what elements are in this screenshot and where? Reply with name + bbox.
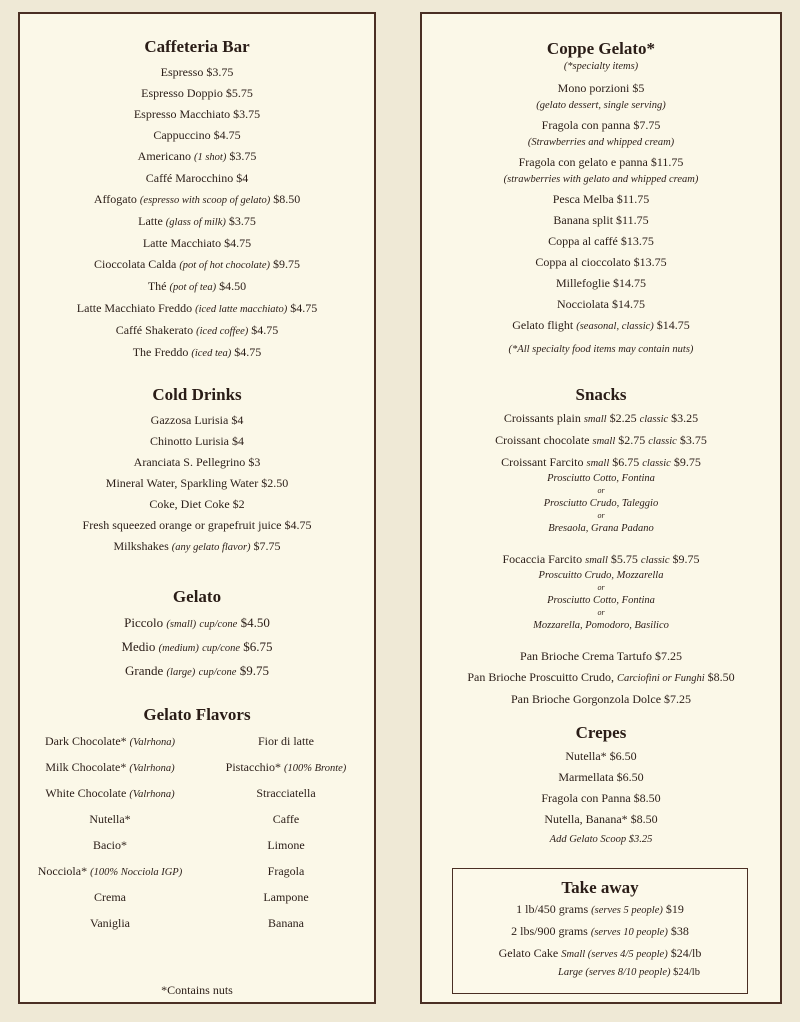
flavor-name: Nocciola* xyxy=(37,864,88,878)
item-note: (serves 5 people) xyxy=(591,905,663,916)
flavor-row xyxy=(20,838,374,864)
item-name: Focaccia Farcito xyxy=(502,552,583,566)
flavor-item xyxy=(196,838,376,853)
menu-item xyxy=(20,254,374,276)
flavor-note: (100% Nocciola IGP) xyxy=(90,867,183,878)
item-price: $7.75 xyxy=(253,539,281,553)
item-price: $9.75 xyxy=(239,663,269,678)
item-name: Espresso xyxy=(160,65,204,79)
flavor-name: Fragola xyxy=(267,864,305,878)
item-name: Cappuccino xyxy=(153,128,211,142)
flavor-row xyxy=(20,812,374,838)
item-name: Mono porzioni xyxy=(557,81,630,95)
item-name: Pesca Melba xyxy=(552,192,614,206)
item-name: Fragola con Panna xyxy=(541,791,631,805)
item-name: Pan Brioche Proscuitto Crudo, xyxy=(467,670,614,684)
section-title: Take away xyxy=(561,878,639,897)
item-price: $9.75 xyxy=(672,552,700,566)
gelato-section xyxy=(20,586,374,684)
item-note: (pot of hot chocolate) xyxy=(179,260,270,271)
flavor-name: Pistacchio* xyxy=(225,760,281,774)
item-price: $8.50 xyxy=(633,791,661,805)
filling-option: Bresaola, Grana Padano xyxy=(548,523,654,534)
item-price: $6.75 xyxy=(243,639,273,654)
item-name: Thé xyxy=(147,279,167,293)
section-title: Gelato xyxy=(172,587,222,606)
menu-item xyxy=(20,298,374,320)
item-note: (medium) xyxy=(158,643,199,654)
menu-item xyxy=(422,689,780,710)
item-price: $5.75 xyxy=(610,552,638,566)
flavor-name: Caffe xyxy=(272,812,300,826)
menu-item xyxy=(20,146,374,168)
flavor-row xyxy=(20,786,374,812)
menu-item xyxy=(20,125,374,146)
flavor-name: Crema xyxy=(94,890,126,904)
section-title: Cold Drinks xyxy=(152,385,242,404)
flavor-item xyxy=(196,760,376,775)
item-note: (serves 10 people) xyxy=(590,927,668,938)
flavor-name: Fior di latte xyxy=(258,734,314,748)
menu-item xyxy=(20,189,374,211)
item-price: $11.75 xyxy=(650,155,684,169)
item-price: $3 xyxy=(248,455,261,469)
section-title: Coppe Gelato* xyxy=(546,39,656,58)
nuts-footnote: *Contains nuts xyxy=(161,983,233,997)
item-price: $4 xyxy=(231,413,244,427)
flavor-name: Milk Chocolate* xyxy=(45,760,127,774)
item-name: Fresh squeezed orange or grapefruit juice xyxy=(82,518,282,532)
item-price: $4.75 xyxy=(251,323,279,337)
menu-item xyxy=(20,410,374,431)
item-name: Aranciata S. Pellegrino xyxy=(133,455,246,469)
size-label: classic xyxy=(642,458,671,469)
item-price: $14.75 xyxy=(611,297,645,311)
menu-item xyxy=(422,273,780,294)
flavor-item xyxy=(196,786,376,801)
item-price: $4.75 xyxy=(213,128,241,142)
item-note: Small (serves 4/5 people) xyxy=(561,949,668,960)
menu-item xyxy=(20,104,374,125)
section-subtitle: (*specialty items) xyxy=(563,61,639,72)
item-note: Carciofini or Funghi xyxy=(616,673,705,684)
item-description: (gelato dessert, single serving) xyxy=(536,100,666,111)
item-price: $3.75 xyxy=(206,65,234,79)
item-name: 2 lbs/900 grams xyxy=(511,924,588,938)
item-name: Croissant Farcito xyxy=(501,455,584,469)
menu-item xyxy=(20,452,374,473)
item-name: Mineral Water, Sparkling Water xyxy=(105,476,259,490)
item-name: Milkshakes xyxy=(113,539,169,553)
size-label: classic xyxy=(640,555,670,566)
item-size: cup/cone xyxy=(199,619,238,630)
left-menu-panel xyxy=(18,12,376,1004)
item-price: $24/lb xyxy=(670,946,702,960)
item-name: Grande xyxy=(125,663,164,678)
item-price: $7.25 xyxy=(664,692,692,706)
flavor-name: Lampone xyxy=(263,890,309,904)
item-name: Fragola con gelato e panna xyxy=(518,155,648,169)
item-name: Banana split xyxy=(553,213,614,227)
caffeteria-section xyxy=(20,36,374,364)
item-note: (pot of tea) xyxy=(169,282,217,293)
item-name: Croissant chocolate xyxy=(495,433,590,447)
crepes-section xyxy=(422,722,780,850)
menu-item xyxy=(422,788,780,809)
flavor-note: (Valrhona) xyxy=(129,789,175,800)
item-name: Nutella, Banana* xyxy=(544,812,628,826)
flavor-item xyxy=(20,916,200,931)
flavor-name: Limone xyxy=(267,838,305,852)
item-price: $5 xyxy=(632,81,645,95)
flavor-item xyxy=(196,734,376,749)
item-note: (espresso with scoop of gelato) xyxy=(139,195,271,206)
flavor-item xyxy=(196,812,376,827)
filling-option: Prosciutto Cotto, Fontina xyxy=(547,473,655,484)
flavor-row xyxy=(20,734,374,760)
menu-item xyxy=(20,431,374,452)
item-name: Medio xyxy=(121,639,156,654)
menu-item xyxy=(422,189,780,210)
item-name: Cioccolata Calda xyxy=(94,257,177,271)
item-note: Large (serves 8/10 people) xyxy=(558,967,671,978)
menu-item xyxy=(20,612,374,636)
item-price: $4.50 xyxy=(240,615,270,630)
flavor-row xyxy=(20,864,374,890)
flavor-item xyxy=(196,864,376,879)
menu-item xyxy=(20,276,374,298)
item-name: Pan Brioche Gorgonzola Dolce xyxy=(510,692,662,706)
flavor-item xyxy=(20,890,200,905)
flavor-name: Bacio* xyxy=(93,838,127,852)
menu-item xyxy=(20,342,374,364)
filling-option: Mozzarella, Pomodoro, Basilico xyxy=(533,620,669,631)
item-name: Latte xyxy=(138,214,163,228)
flavor-item xyxy=(20,734,200,749)
item-note: (1 shot) xyxy=(193,152,227,163)
menu-item xyxy=(422,430,780,452)
filling-option: Prosciutto Cotto, Fontina xyxy=(547,595,655,606)
menu-item xyxy=(453,943,747,965)
item-note: (iced tea) xyxy=(191,348,232,359)
right-menu-panel xyxy=(420,12,782,1004)
menu-item xyxy=(422,315,780,337)
filling-options xyxy=(422,470,780,537)
item-price: $38 xyxy=(670,924,689,938)
flavor-name: Vaniglia xyxy=(90,916,130,930)
menu-item xyxy=(422,152,780,173)
item-price: $7.25 xyxy=(654,649,682,663)
flavor-item xyxy=(20,812,200,827)
item-price: $24/lb xyxy=(673,967,700,978)
item-name: Americano xyxy=(137,149,191,163)
item-note: (small) xyxy=(166,619,197,630)
menu-item xyxy=(20,636,374,660)
filling-option: Prosciutto Crudo, Taleggio xyxy=(543,498,659,509)
item-name: Piccolo xyxy=(124,615,164,630)
item-note: (large) xyxy=(166,667,196,678)
flavor-note: (Valrhona) xyxy=(129,763,175,774)
item-size: cup/cone xyxy=(198,667,237,678)
item-price: $14.75 xyxy=(613,276,646,290)
item-price: $4.75 xyxy=(224,236,252,250)
flavor-item xyxy=(20,760,200,775)
item-price: $11.75 xyxy=(616,213,649,227)
item-name: Nutella* xyxy=(565,749,607,763)
item-price: $3.75 xyxy=(228,214,256,228)
item-price: $8.50 xyxy=(273,192,301,206)
menu-item xyxy=(422,115,780,136)
section-title: Gelato Flavors xyxy=(143,705,251,724)
menu-item xyxy=(422,231,780,252)
flavor-row xyxy=(20,916,374,942)
menu-item xyxy=(20,83,374,104)
menu-item xyxy=(422,646,780,667)
item-price: $4 xyxy=(236,171,249,185)
menu-item xyxy=(422,78,780,99)
item-name: Caffé Marocchino xyxy=(145,171,234,185)
menu-item xyxy=(422,252,780,273)
item-price: $2.75 xyxy=(618,433,646,447)
menu-item xyxy=(20,320,374,342)
item-name: Gelato Cake xyxy=(498,946,559,960)
section-title: Snacks xyxy=(575,385,627,404)
flavor-item xyxy=(20,864,200,879)
item-name: Pan Brioche Crema Tartufo xyxy=(520,649,652,663)
item-note: (iced latte macchiato) xyxy=(195,304,288,315)
item-price: $13.75 xyxy=(620,234,654,248)
snacks-section xyxy=(422,384,780,710)
item-price: $4.75 xyxy=(284,518,312,532)
item-name: Latte Macchiato Freddo xyxy=(76,301,193,315)
or-separator: or xyxy=(597,511,605,520)
item-name: 1 lb/450 grams xyxy=(516,902,589,916)
or-separator: or xyxy=(597,583,605,592)
section-title: Crepes xyxy=(575,723,627,742)
item-note: (seasonal, classic) xyxy=(576,321,654,332)
item-price: $4.75 xyxy=(290,301,318,315)
filling-options xyxy=(422,567,780,634)
menu-item xyxy=(20,536,374,558)
item-name: Espresso Doppio xyxy=(141,86,223,100)
item-note: (any gelato flavor) xyxy=(171,542,251,553)
item-name: Fragola con panna xyxy=(541,118,631,132)
size-label: small xyxy=(586,458,610,469)
item-price: $9.75 xyxy=(273,257,300,271)
item-note: (iced coffee) xyxy=(196,326,249,337)
item-name: Gazzosa Lurisia xyxy=(150,413,229,427)
filling-option: Proscuitto Crudo, Mozzarella xyxy=(538,570,664,581)
flavor-row xyxy=(20,760,374,786)
takeaway-large-row xyxy=(453,965,747,981)
item-name: Coke, Diet Coke xyxy=(149,497,230,511)
menu-item xyxy=(422,767,780,788)
item-price: $3.75 xyxy=(229,149,257,163)
item-price: $8.50 xyxy=(707,670,735,684)
item-price: $7.75 xyxy=(633,118,661,132)
item-name: Nocciolata xyxy=(557,297,609,311)
flavor-item xyxy=(196,890,376,905)
menu-item xyxy=(422,210,780,231)
flavor-name: Stracciatella xyxy=(256,786,316,800)
item-price: $2.25 xyxy=(609,411,637,425)
spacer xyxy=(422,537,780,549)
menu-item xyxy=(20,62,374,83)
item-price: $4.50 xyxy=(219,279,247,293)
menu-item xyxy=(422,667,780,689)
menu-item xyxy=(422,746,780,767)
flavor-item xyxy=(20,786,200,801)
item-price: $9.75 xyxy=(673,455,701,469)
menu-item xyxy=(422,294,780,315)
menu-item xyxy=(20,473,374,494)
flavor-item xyxy=(20,838,200,853)
item-price: $2 xyxy=(232,497,245,511)
item-price: $6.50 xyxy=(616,770,644,784)
size-label: small xyxy=(583,414,607,425)
item-name: Marmellata xyxy=(558,770,614,784)
size-label: small xyxy=(585,555,608,566)
item-price: $5.75 xyxy=(225,86,253,100)
flavor-row xyxy=(20,890,374,916)
or-separator: or xyxy=(597,608,605,617)
takeaway-box xyxy=(452,868,748,994)
item-name: Croissants plain xyxy=(503,411,581,425)
flavor-name: Banana xyxy=(268,916,304,930)
item-description: (Strawberries and whipped cream) xyxy=(527,137,675,148)
item-price: $3.75 xyxy=(679,433,707,447)
item-description: (strawberries with gelato and whipped cream) xyxy=(503,174,699,185)
item-price: $6.75 xyxy=(612,455,640,469)
item-name: Espresso Macchiato xyxy=(133,107,231,121)
item-size: cup/cone xyxy=(202,643,241,654)
item-name: Coppa al cioccolato xyxy=(535,255,631,269)
size-label: small xyxy=(592,436,616,447)
size-label: classic xyxy=(648,436,677,447)
item-name: Coppa al caffé xyxy=(548,234,618,248)
gelato-flavors-section xyxy=(20,704,374,726)
size-label: classic xyxy=(639,414,669,425)
menu-item xyxy=(20,494,374,515)
item-name: Millefoglie xyxy=(556,276,610,290)
cold-drinks-section xyxy=(20,384,374,558)
item-price: $8.50 xyxy=(630,812,658,826)
flavor-note: (100% Bronte) xyxy=(284,763,347,774)
menu-item xyxy=(453,921,747,943)
item-name: Chinotto Lurisia xyxy=(150,434,229,448)
menu-item xyxy=(20,168,374,189)
item-price: $2.50 xyxy=(261,476,289,490)
flavor-name: Dark Chocolate* xyxy=(45,734,127,748)
menu-item xyxy=(20,233,374,254)
specialty-footnote: (*All specialty food items may contain nuts) xyxy=(508,344,694,355)
item-note: (glass of milk) xyxy=(165,217,226,228)
item-name: Caffé Shakerato xyxy=(115,323,194,337)
item-price: $6.50 xyxy=(609,749,637,763)
item-price: $4.75 xyxy=(234,345,262,359)
spacer xyxy=(422,634,780,646)
item-name: The Freddo xyxy=(132,345,189,359)
flavor-item xyxy=(196,916,376,931)
menu-item xyxy=(422,809,780,830)
item-price: $13.75 xyxy=(633,255,667,269)
menu-item xyxy=(20,211,374,233)
section-title: Caffeteria Bar xyxy=(144,37,250,56)
menu-item xyxy=(20,660,374,684)
item-name: Latte Macchiato xyxy=(142,236,222,250)
item-name: Affogato xyxy=(93,192,137,206)
item-price: $4 xyxy=(232,434,244,448)
or-separator: or xyxy=(597,486,605,495)
menu-item xyxy=(422,408,780,430)
flavor-note: (Valrhona) xyxy=(129,737,175,748)
add-gelato-scoop: Add Gelato Scoop $3.25 xyxy=(549,834,653,845)
flavor-name: Nutella* xyxy=(89,812,131,826)
item-price: $14.75 xyxy=(656,318,690,332)
menu-item xyxy=(20,515,374,536)
item-price: $11.75 xyxy=(616,192,650,206)
coppe-gelato-section xyxy=(422,38,780,357)
flavor-name: White Chocolate xyxy=(45,786,127,800)
item-price: $3.25 xyxy=(671,411,699,425)
item-price: $19 xyxy=(665,902,684,916)
item-name: Gelato flight xyxy=(512,318,574,332)
item-price: $3.75 xyxy=(233,107,261,121)
menu-item xyxy=(453,899,747,921)
